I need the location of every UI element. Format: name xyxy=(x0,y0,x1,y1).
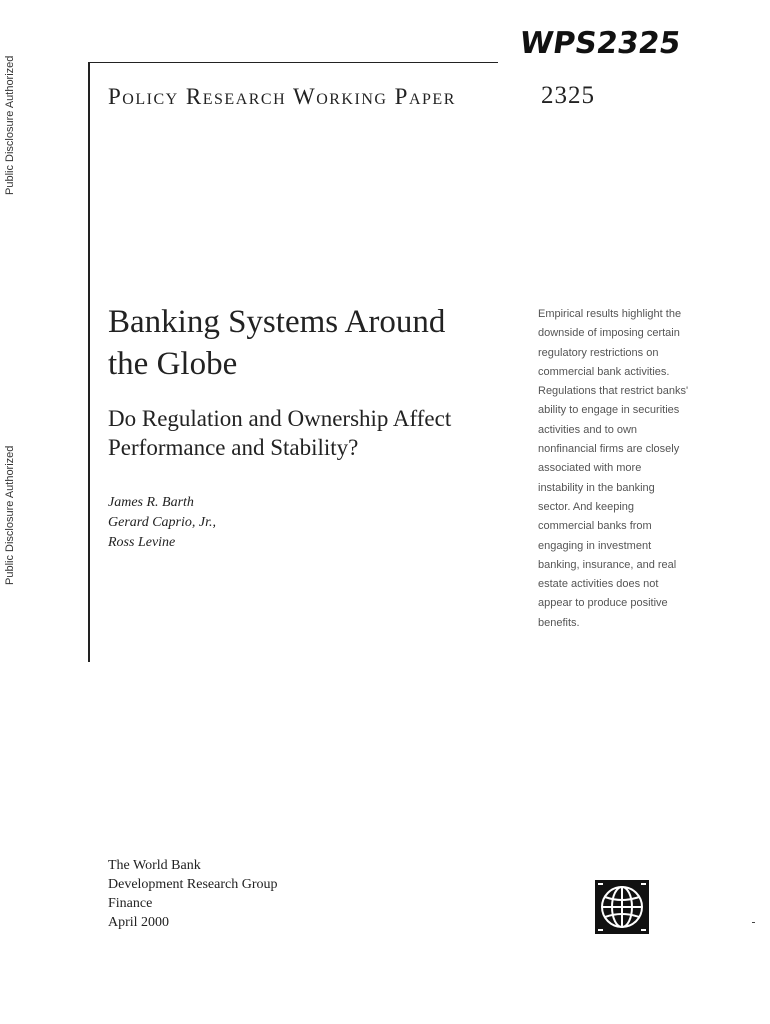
publisher-block xyxy=(108,856,358,932)
left-rule xyxy=(88,62,90,662)
abstract-line: downside of imposing certain xyxy=(538,327,680,340)
subtitle-line: Performance and Stability? xyxy=(108,435,359,460)
abstract-line: associated with more xyxy=(538,462,642,475)
world-bank-globe-icon xyxy=(595,880,649,934)
publisher-line: Development Research Group xyxy=(108,877,278,892)
abstract-line: nonfinancial firms are closely xyxy=(538,443,680,456)
disclosure-stamp-top: Public Disclosure Authorized xyxy=(4,55,16,195)
disclosure-stamp-middle: Public Disclosure Authorized xyxy=(4,445,16,585)
abstract-line: sector. And keeping xyxy=(538,500,635,513)
title-line: the Globe xyxy=(108,346,238,382)
author-name: Ross Levine xyxy=(108,535,176,550)
abstract-line: Empirical results highlight the xyxy=(538,308,682,320)
paper-title xyxy=(108,301,508,385)
publisher-line: Finance xyxy=(108,896,153,911)
subtitle-line: Do Regulation and Ownership Affect xyxy=(108,406,452,431)
abstract-line: benefits. xyxy=(538,616,580,629)
abstract-line: regulatory restrictions on xyxy=(538,346,659,359)
abstract-line: estate activities does not xyxy=(538,578,659,591)
abstract-line: commercial banks from xyxy=(538,520,652,533)
publisher-line: The World Bank xyxy=(108,858,201,873)
abstract-line: ability to engage in securities xyxy=(538,404,680,417)
abstract-line: commercial bank activities. xyxy=(538,365,670,378)
publisher-line: April 2000 xyxy=(108,915,170,930)
author-name: Gerard Caprio, Jr., xyxy=(108,515,216,530)
paper-subtitle xyxy=(108,404,528,462)
abstract-line: banking, insurance, and real xyxy=(538,558,677,571)
abstract-line: activities and to own xyxy=(538,423,638,436)
abstract xyxy=(538,305,718,633)
handwritten-document-id: WPS2325 xyxy=(517,26,683,61)
abstract-line: appear to produce positive xyxy=(538,597,668,610)
top-rule xyxy=(88,62,498,63)
abstract-line: Regulations that restrict banks' xyxy=(538,385,689,398)
title-line: Banking Systems Around xyxy=(108,304,446,340)
series-number: 2325 xyxy=(541,82,595,109)
scan-mark xyxy=(752,922,755,923)
series-title: Policy Research Working Paper xyxy=(108,84,456,109)
author-name: James R. Barth xyxy=(108,495,194,510)
abstract-line: engaging in investment xyxy=(538,539,652,552)
abstract-line: instability in the banking xyxy=(538,481,655,494)
author-list xyxy=(108,493,308,553)
